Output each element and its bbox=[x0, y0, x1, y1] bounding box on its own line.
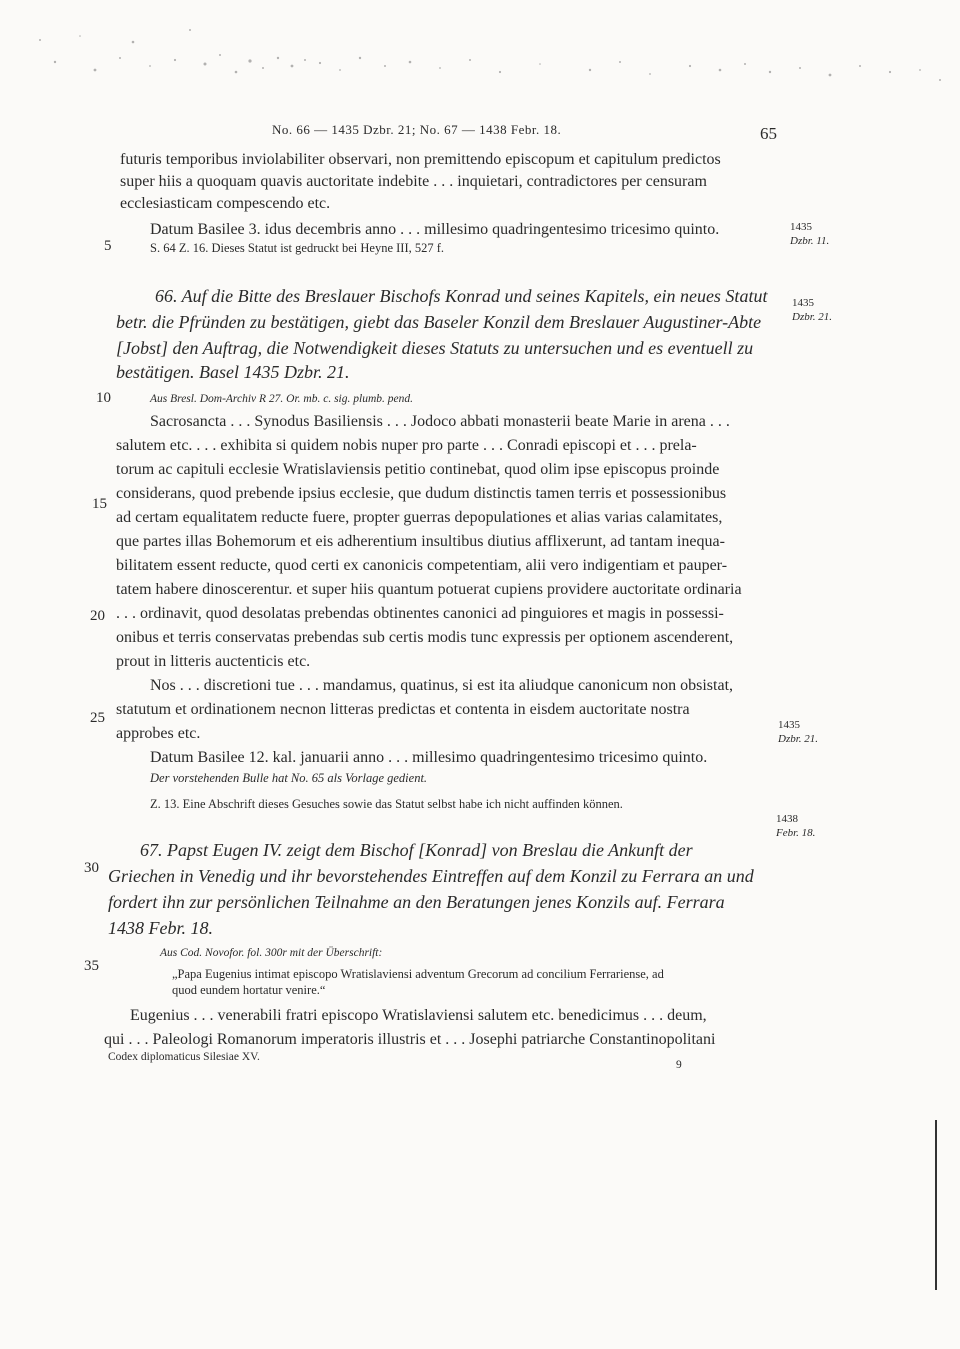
text-line: Eugenius . . . venerabili fratri episcopo Wratislaviensi salutem etc. benedicimus . . . deum, bbox=[130, 1007, 707, 1024]
regest-heading: 67. Papst Eugen IV. zeigt dem Bischof [Konrad] von Breslau die Ankunft der bbox=[140, 840, 693, 860]
regest-heading: Griechen in Venedig und ihr bevorstehendes Eintreffen auf dem Konzil zu Ferrara an und bbox=[108, 866, 754, 886]
text-line: considerans, quod prebende ipsius ecclesie, que dudum distinctis tamen terris et possessionibus bbox=[116, 485, 727, 502]
margin-day: Dzbr. 21. bbox=[792, 311, 833, 323]
regest-heading: [Jobst] den Auftrag, die Notwendigkeit dieses Statuts zu untersuchen und es eventuell zu bbox=[116, 338, 754, 358]
scan-noise bbox=[0, 0, 960, 100]
margin-day: Febr. 18. bbox=[776, 827, 816, 839]
margin-date bbox=[792, 296, 832, 324]
text-line: onibus et terris conservatas prebendas sub certis modis tunc expressis per optionem ascenderent, bbox=[116, 629, 734, 646]
text-line: Sacrosancta . . . Synodus Basiliensis . . . Jodoco abbati monasterii beate Marie in arena . . . bbox=[150, 413, 730, 430]
dating-line: Datum Basilee 12. kal. januarii anno . . . millesimo quadringentesimo tricesimo quinto. bbox=[150, 749, 708, 766]
text-line: . . . ordinavit, quod desolatas prebendas obtinentes canonici ad pinguiores et magis in possessi- bbox=[116, 605, 724, 622]
source-note: Aus Bresl. Dom-Archiv R 27. Or. mb. c. sig. plumb. pend. bbox=[150, 393, 413, 405]
line-number: 30 bbox=[84, 860, 99, 876]
footnote-line: S. 64 Z. 16. Dieses Statut ist gedruckt bei Heyne III, 527 f. bbox=[150, 241, 445, 255]
margin-year: 1435 bbox=[790, 221, 812, 233]
text-line: ad certam equalitatem reducte fuere, propter guerras depopulationes et alias varias calamitates, bbox=[116, 509, 723, 526]
text-line: ecclesiasticam compescendo etc. bbox=[120, 195, 331, 212]
footnote-line: Z. 13. Eine Abschrift dieses Gesuches sowie das Statut selbst habe ich nicht auffinden können. bbox=[150, 797, 623, 811]
editorial-note: Der vorstehenden Bulle hat No. 65 als Vorlage gedient. bbox=[150, 771, 428, 785]
running-header: No. 66 — 1435 Dzbr. 21; No. 67 — 1438 Febr. 18. bbox=[272, 122, 562, 137]
text-line: bilitatem essent reducte, quod certi ex canonicis competentiam, alii vero indigentiam et pauper- bbox=[116, 557, 728, 574]
regest-heading: fordert ihn zur persönlichen Teilnahme an den Beratungen jenes Konzils auf. Ferrara bbox=[108, 892, 725, 912]
text-line: que partes illas Bohemorum et eis adherentium insultibus diutius afflixerunt, ad tantam inequa- bbox=[116, 533, 725, 550]
text-line: approbes etc. bbox=[116, 725, 201, 742]
margin-date bbox=[776, 812, 815, 840]
margin-year: 1435 bbox=[778, 719, 800, 731]
text-line: torum ac capituli ecclesie Wratislaviensis petitio continebat, quod olim ipse episcopus proinde bbox=[116, 461, 720, 478]
line-number: 5 bbox=[104, 238, 112, 254]
series-title: Codex diplomaticus Silesiae XV. bbox=[108, 1051, 260, 1063]
quote-line: quod eundem hortatur venire.“ bbox=[172, 983, 326, 997]
text-line: statutum et ordinationem necnon litteras predictas et contenta in eisdem auctoritate nostra bbox=[116, 701, 690, 718]
margin-year: 1435 bbox=[792, 297, 814, 309]
line-number: 20 bbox=[90, 608, 105, 624]
text-line: Nos . . . discretioni tue . . . mandamus, quatinus, si est ita aliudque canonicum non obsistat, bbox=[150, 677, 734, 694]
regest-heading: bestätigen. Basel 1435 Dzbr. 21. bbox=[116, 362, 350, 382]
dating-line: Datum Basilee 3. idus decembris anno . . . millesimo quadringentesimo tricesimo quinto. bbox=[150, 221, 720, 238]
text-line: super hiis a quoquam quavis auctoritate indebite . . . inquietari, contradictores per censuram bbox=[120, 173, 707, 190]
quote-line: „Papa Eugenius intimat episcopo Wratislaviensi adventum Grecorum ad concilium Ferrariense, ad bbox=[172, 967, 664, 981]
margin-date bbox=[778, 718, 818, 746]
text-line: qui . . . Paleologi Romanorum imperatoris illustris et . . . Josephi patriarche Constantinopolitani bbox=[104, 1031, 716, 1048]
line-number: 35 bbox=[84, 958, 99, 974]
margin-day: Dzbr. 21. bbox=[778, 733, 819, 745]
text-line: salutem etc. . . . exhibita si quidem nobis nuper pro parte . . . Conradi episcopi et . . . prela- bbox=[116, 437, 697, 454]
regest-heading: 1438 Febr. 18. bbox=[108, 918, 213, 938]
source-note: Aus Cod. Novofor. fol. 300r mit der Überschrift: bbox=[160, 947, 383, 959]
text-line: futuris temporibus inviolabiliter observari, non premittendo episcopum et capitulum predictos bbox=[120, 151, 721, 168]
margin-day: Dzbr. 11. bbox=[790, 235, 830, 247]
regest-heading: betr. die Pfründen zu bestätigen, giebt das Baseler Konzil dem Breslauer Augustiner-Abte bbox=[116, 312, 762, 332]
text-line: prout in litteris auctenticis etc. bbox=[116, 653, 311, 670]
line-number: 10 bbox=[96, 390, 111, 406]
regest-heading: 66. Auf die Bitte des Breslauer Bischofs Konrad und seines Kapitels, ein neues Statut bbox=[155, 286, 768, 306]
sheet-number: 9 bbox=[676, 1059, 682, 1071]
line-number: 25 bbox=[90, 710, 105, 726]
line-number: 15 bbox=[92, 496, 107, 512]
margin-date bbox=[790, 220, 829, 248]
text-line: tatem habere dinoscerentur. et super hiis quantum potuerat cupiens providere auctoritate ordinaria bbox=[116, 581, 742, 598]
scan-edge-line bbox=[935, 1120, 937, 1290]
page-number: 65 bbox=[760, 124, 777, 143]
margin-year: 1438 bbox=[776, 813, 798, 825]
